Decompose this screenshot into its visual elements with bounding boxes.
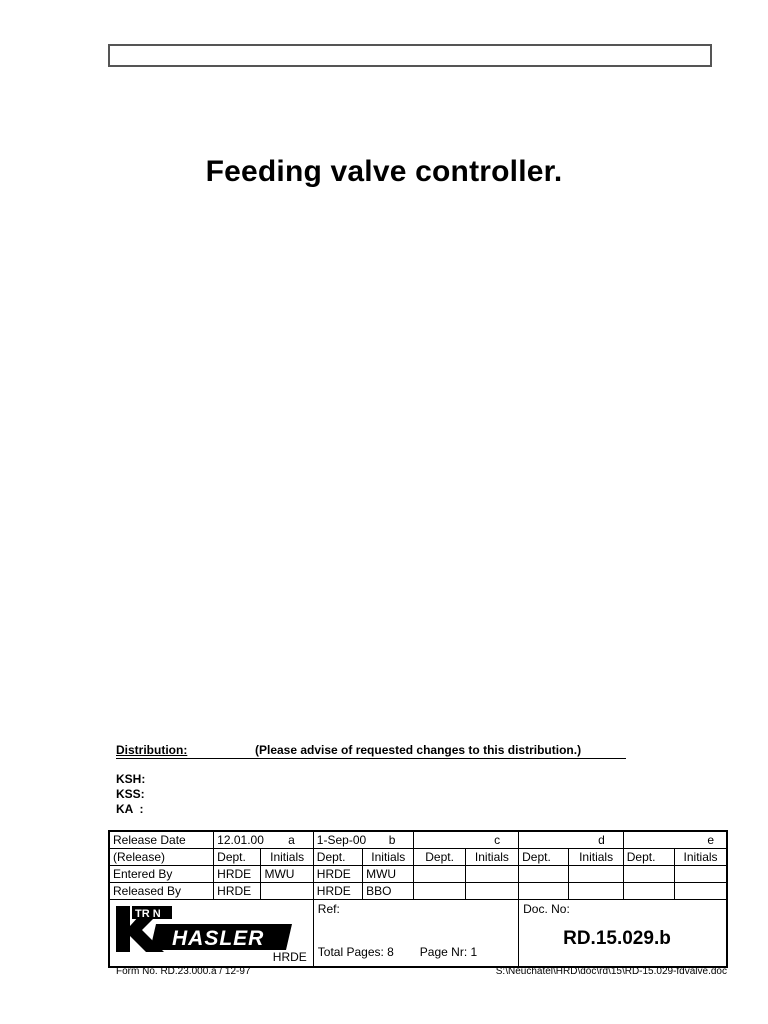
entered-d-initials bbox=[569, 866, 623, 883]
page-number: Page Nr: 1 bbox=[419, 945, 478, 959]
initials-header-b: Initials bbox=[363, 849, 414, 866]
release-a-date: 12.01.00 bbox=[217, 832, 264, 847]
released-by-row bbox=[109, 883, 727, 900]
dept-header-e: Dept. bbox=[623, 849, 674, 866]
release-table bbox=[108, 830, 728, 968]
doc-number-label: Doc. No: bbox=[523, 902, 570, 916]
release-a-letter: a bbox=[288, 832, 295, 847]
entered-a-initials: MWU bbox=[261, 866, 313, 883]
released-e-dept bbox=[623, 883, 674, 900]
entered-by-row bbox=[109, 866, 727, 883]
released-a-dept: HRDE bbox=[214, 883, 261, 900]
form-number: Form No. RD.23.000.a / 12-97 bbox=[116, 966, 251, 977]
released-c-dept bbox=[414, 883, 465, 900]
dept-header-c: Dept. bbox=[414, 849, 465, 866]
file-path: S:\Neuchâtel\HRD\doc\rd\15\RD-15.029-fdvalve.doc bbox=[495, 966, 727, 977]
entered-a-dept: HRDE bbox=[214, 866, 261, 883]
document-title: Feeding valve controller. bbox=[205, 155, 563, 188]
dept-header-b: Dept. bbox=[313, 849, 362, 866]
logo-dept: HRDE bbox=[272, 950, 307, 964]
release-date-row bbox=[109, 831, 727, 849]
doc-number-cell bbox=[519, 900, 727, 968]
release-d-cell bbox=[519, 831, 624, 849]
release-b-letter: b bbox=[388, 832, 396, 847]
release-header-row bbox=[109, 849, 727, 866]
distribution-list bbox=[116, 772, 145, 817]
document-info-row bbox=[109, 900, 727, 968]
distribution-label: Distribution: bbox=[116, 743, 188, 757]
entered-d-dept bbox=[519, 866, 569, 883]
released-d-dept bbox=[519, 883, 569, 900]
initials-header-d: Initials bbox=[569, 849, 623, 866]
entered-c-initials bbox=[465, 866, 518, 883]
release-c-letter: c bbox=[494, 832, 501, 847]
dept-header-d: Dept. bbox=[519, 849, 569, 866]
released-by-label: Released By bbox=[109, 883, 214, 900]
release-paren-label: (Release) bbox=[109, 849, 214, 866]
initials-header-c: Initials bbox=[465, 849, 518, 866]
ref-cell bbox=[313, 900, 518, 968]
released-b-initials: BBO bbox=[363, 883, 414, 900]
ref-label: Ref: bbox=[317, 902, 340, 916]
release-a-cell bbox=[214, 831, 314, 849]
entered-e-dept bbox=[623, 866, 674, 883]
entered-c-dept bbox=[414, 866, 465, 883]
entered-b-dept: HRDE bbox=[313, 866, 362, 883]
entered-by-label: Entered By bbox=[109, 866, 214, 883]
tron-badge-text: TR N bbox=[135, 908, 161, 920]
header-frame bbox=[108, 44, 712, 67]
distribution-line bbox=[116, 742, 626, 759]
initials-header-a: Initials bbox=[261, 849, 313, 866]
release-b-cell bbox=[313, 831, 414, 849]
entered-e-initials bbox=[675, 866, 727, 883]
release-e-letter: e bbox=[707, 832, 714, 847]
release-date-label: Release Date bbox=[109, 831, 214, 849]
released-d-initials bbox=[569, 883, 623, 900]
doc-number-value: RD.15.029.b bbox=[563, 928, 671, 949]
release-b-date: 1-Sep-00 bbox=[316, 832, 367, 847]
company-logo-cell bbox=[109, 900, 313, 968]
hasler-brand-text: HASLER bbox=[172, 927, 265, 950]
release-c-cell bbox=[414, 831, 519, 849]
release-e-cell bbox=[623, 831, 727, 849]
release-d-letter: d bbox=[598, 832, 605, 847]
entered-b-initials: MWU bbox=[363, 866, 414, 883]
released-a-initials bbox=[261, 883, 313, 900]
total-pages: Total Pages: 8 bbox=[317, 945, 394, 959]
hasler-logo bbox=[116, 904, 294, 954]
released-b-dept: HRDE bbox=[313, 883, 362, 900]
released-e-initials bbox=[675, 883, 727, 900]
recipient-kss: KSS: bbox=[116, 787, 145, 801]
initials-header-e: Initials bbox=[675, 849, 727, 866]
recipient-ka: KA : bbox=[116, 802, 144, 816]
released-c-initials bbox=[465, 883, 518, 900]
dept-header-a: Dept. bbox=[214, 849, 261, 866]
distribution-note: (Please advise of requested changes to this distribution.) bbox=[255, 743, 582, 757]
recipient-ksh: KSH: bbox=[116, 772, 146, 786]
